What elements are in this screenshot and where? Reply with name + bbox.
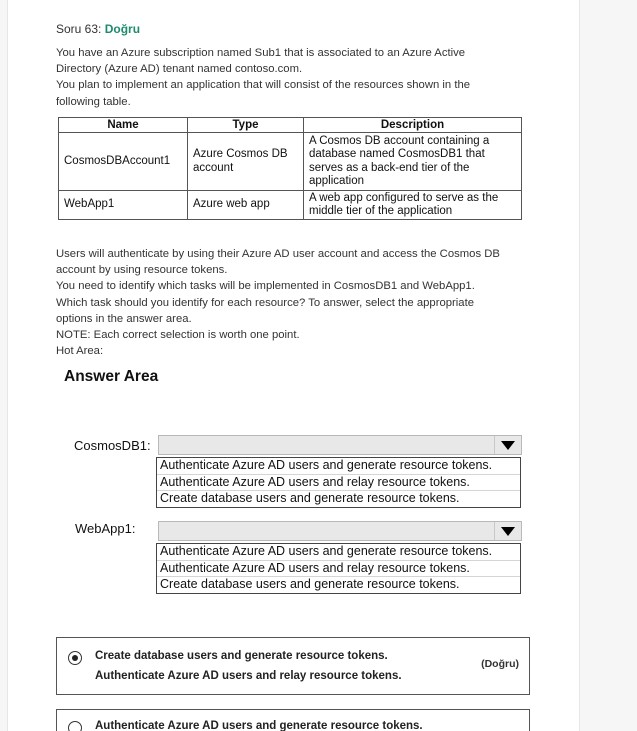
result-status: Doğru [104, 22, 141, 36]
dropdown-option[interactable]: Create database users and generate resource tokens. [160, 577, 460, 591]
answer-choice-selected[interactable] [56, 637, 530, 695]
cell-name: CosmosDBAccount1 [59, 133, 188, 191]
column-header-description: Description [304, 118, 522, 133]
body-line: NOTE: Each correct selection is worth one point. [56, 329, 300, 342]
body-line: Hot Area: [56, 345, 104, 358]
choice-line-1: Authenticate Azure AD users and generate resource tokens. [95, 720, 423, 731]
cosmosdb1-options-list [156, 457, 521, 508]
choice-line-2: Authenticate Azure AD users and relay resource tokens. [95, 670, 402, 682]
intro-line: following table. [56, 95, 131, 108]
question-intro [56, 45, 470, 110]
dropdown-option[interactable]: Authenticate Azure AD users and generate resource tokens. [157, 544, 520, 561]
radio-selected-icon[interactable] [68, 651, 82, 665]
intro-line: You plan to implement an application that will consist of the resources shown in the [56, 79, 471, 92]
webapp1-options-list [156, 543, 521, 594]
radio-icon[interactable] [68, 721, 82, 731]
table-row [59, 133, 522, 191]
cell-description: A web app configured to serve as the middle tier of the application [304, 191, 522, 220]
question-number: Soru 63: [56, 22, 102, 36]
correct-tag: (Doğru) [481, 658, 519, 670]
cell-name: WebApp1 [59, 191, 188, 220]
answer-choice[interactable] [56, 709, 530, 731]
body-line: Which task should you identify for each resource? To answer, select the appropriate [56, 296, 475, 309]
choice-line-1: Create database users and generate resource tokens. [95, 650, 388, 662]
cell-type: Azure web app [188, 191, 304, 220]
resources-table [58, 117, 522, 220]
question-body [56, 246, 500, 359]
column-header-name: Name [59, 118, 188, 133]
question-card [7, 0, 580, 731]
body-line: You need to identify which tasks will be implemented in CosmosDB1 and WebApp1. [56, 280, 475, 293]
dropdown-option[interactable]: Authenticate Azure AD users and relay resource tokens. [157, 561, 520, 578]
dropdown-arrow-icon[interactable] [494, 522, 521, 540]
table-row [59, 191, 522, 220]
cosmosdb1-label: CosmosDB1: [74, 438, 151, 453]
question-header [56, 22, 140, 36]
dropdown-option[interactable]: Authenticate Azure AD users and generate resource tokens. [157, 458, 520, 475]
dropdown-arrow-icon[interactable] [494, 436, 521, 454]
webapp1-label: WebApp1: [75, 521, 136, 536]
intro-line: You have an Azure subscription named Sub1 that is associated to an Azure Active [56, 47, 466, 59]
body-line: options in the answer area. [56, 312, 192, 325]
answer-area-title: Answer Area [64, 368, 159, 385]
table-header-row [59, 118, 522, 133]
body-line: Users will authenticate by using their Azure AD user account and access the Cosmos DB [56, 248, 500, 260]
cosmosdb1-dropdown[interactable] [158, 435, 522, 455]
column-header-type: Type [188, 118, 304, 133]
intro-line: Directory (Azure AD) tenant named contoso.com. [56, 63, 303, 76]
dropdown-option[interactable]: Authenticate Azure AD users and relay resource tokens. [157, 475, 520, 492]
cell-type: Azure Cosmos DB account [188, 133, 304, 191]
cell-description: A Cosmos DB account containing a database named CosmosDB1 that serves as a back-end tier of the application [304, 133, 522, 191]
dropdown-option[interactable]: Create database users and generate resource tokens. [160, 491, 460, 505]
webapp1-dropdown[interactable] [158, 521, 522, 541]
body-line: account by using resource tokens. [56, 264, 228, 277]
